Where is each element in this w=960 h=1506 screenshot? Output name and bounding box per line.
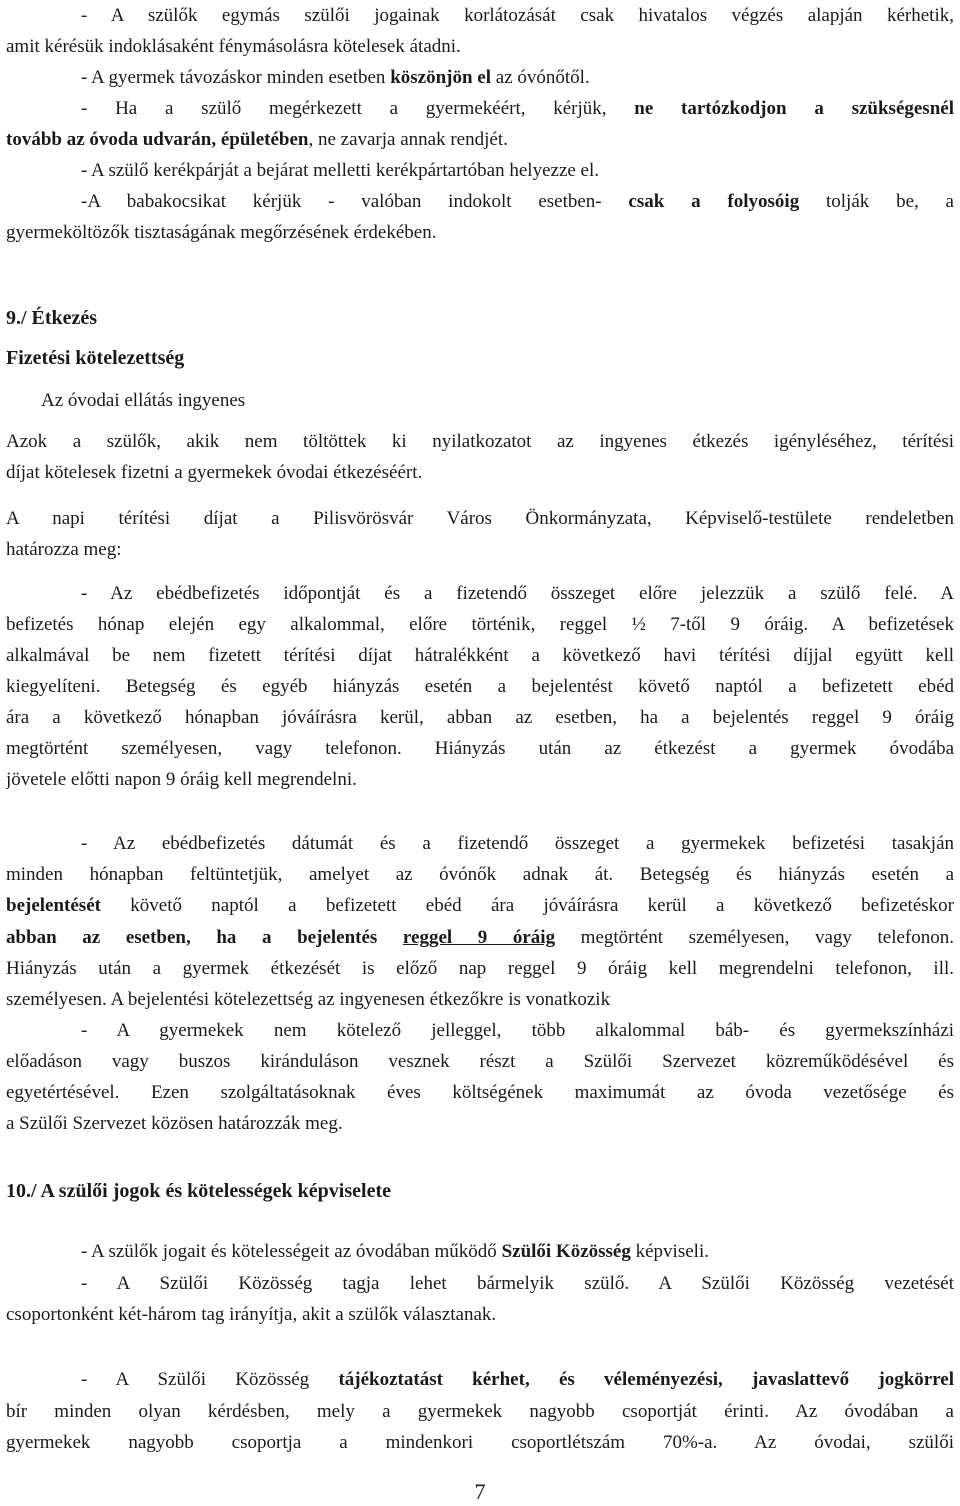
text: Az óvodai ellátás ingyenes bbox=[41, 390, 246, 411]
text-line bbox=[6, 859, 954, 890]
text: - Az ebédbefizetés dátumát és a fizetendő összeget a gyermekek befizetési tasakján bbox=[81, 833, 954, 854]
page-number: 7 bbox=[474, 1479, 486, 1504]
heading-text: 9./ Étkezés bbox=[6, 307, 98, 329]
text: - Ha a szülő megérkezett a gyermekéért, kérjük, bbox=[81, 98, 635, 119]
text-line bbox=[81, 155, 954, 186]
bold-underlined-text: reggel 9 óráig bbox=[402, 927, 556, 948]
text: A napi térítési díjat a Pilisvörösvár Város Önkormányzata, Képviselő-testülete rendeletben bbox=[6, 508, 954, 529]
text-line bbox=[6, 922, 954, 953]
section-heading bbox=[6, 303, 954, 334]
subheading bbox=[6, 343, 954, 374]
heading-text: 10./ A szülői jogok és kötelességek képviselete bbox=[6, 1180, 391, 1202]
text-line bbox=[81, 0, 954, 31]
text: - A gyermek távozáskor minden esetben bbox=[81, 67, 391, 88]
text: határozza meg: bbox=[6, 539, 122, 560]
text: előadáson vagy buszos kiránduláson vesznek részt a Szülői Szervezet közreműködésével és bbox=[6, 1051, 954, 1072]
text: - Az ebédbefizetés időpontját és a fizetendő összeget előre jelezzük a szülő felé. A bbox=[81, 583, 954, 604]
text: - A Szülői Közösség bbox=[81, 1369, 339, 1390]
text: bír minden olyan kérdésben, mely a gyermekek nagyobb csoportját érinti. Az óvodában a bbox=[6, 1401, 954, 1422]
text: gyermekek nagyobb csoportja a mindenkori csoportlétszám 70%-a. Az óvodai, szülői bbox=[6, 1432, 954, 1453]
text-line bbox=[6, 671, 954, 702]
text: egyetértésével. Ezen szolgáltatásoknak éves költségének maximumát az óvoda vezetősége és bbox=[6, 1082, 954, 1103]
text: - A szülők jogait és kötelességeit az óvodában működő bbox=[81, 1241, 502, 1262]
text: az óvónőtől. bbox=[491, 67, 590, 88]
subheading-text: Fizetési kötelezettség bbox=[6, 347, 185, 369]
bold-text: abban az esetben, ha a bejelentés bbox=[6, 927, 403, 948]
text: kiegyelíteni. Betegség és egyéb hiányzás esetén a bejelentést követő naptól a befizetett ebéd bbox=[6, 676, 954, 697]
text-line bbox=[81, 186, 954, 217]
text-line bbox=[6, 764, 954, 795]
bold-text: tájékoztatást kérhet, és véleményezési, javaslattevő jogkörrel bbox=[338, 1369, 954, 1390]
text-line bbox=[81, 1268, 954, 1299]
text: megtörtént személyesen, vagy telefonon. bbox=[555, 927, 954, 948]
text-line bbox=[81, 578, 954, 609]
text: csoportonként két-három tag irányítja, akit a szülők választanak. bbox=[6, 1304, 497, 1325]
text-line bbox=[6, 1046, 954, 1077]
text-line bbox=[81, 828, 954, 859]
text-line bbox=[6, 609, 954, 640]
bold-text: ne tartózkodjon a szükségesnél bbox=[634, 98, 954, 119]
text: - A Szülői Közösség tagja lehet bármelyik szülő. A Szülői Közösség vezetését bbox=[81, 1273, 954, 1294]
text: személyesen. A bejelentési kötelezettség az ingyenesen étkezőkre is vonatkozik bbox=[6, 989, 611, 1010]
text-line bbox=[81, 1015, 954, 1046]
text-line bbox=[81, 93, 954, 124]
bold-text: bejelentését bbox=[6, 895, 101, 916]
text-line bbox=[6, 1108, 954, 1139]
text-line bbox=[6, 31, 954, 62]
text: minden hónapban feltüntetjük, amelyet az óvónők adnak át. Betegség és hiányzás esetén a bbox=[6, 864, 954, 885]
text: -A babakocsikat kérjük - valóban indokolt esetben- bbox=[81, 191, 629, 212]
text-line bbox=[6, 702, 954, 733]
text-line bbox=[81, 1236, 954, 1267]
text-line bbox=[6, 426, 954, 457]
bold-text: Szülői Közösség bbox=[501, 1241, 631, 1262]
bold-text: csak a folyosóig bbox=[628, 191, 800, 212]
bold-text: köszönjön el bbox=[390, 67, 492, 88]
text: a Szülői Szervezet közösen határozzák meg. bbox=[6, 1113, 343, 1134]
text-line bbox=[6, 890, 954, 921]
text-line bbox=[41, 385, 954, 416]
text: , ne zavarja annak rendjét. bbox=[308, 129, 508, 150]
bold-text: tovább az óvoda udvarán, épületében bbox=[6, 129, 309, 150]
text-line bbox=[6, 217, 954, 248]
text: tolják be, a bbox=[799, 191, 954, 212]
text: megtörtént személyesen, vagy telefonon. Hiányzás után az étkezést a gyermek óvodába bbox=[6, 738, 954, 759]
text: ára a következő hónapban jóváírásra kerül, abban az esetben, ha a bejelentés reggel 9 óráig bbox=[6, 707, 954, 728]
text: alkalmával be nem fizetett térítési díjat hátralékként a következő havi térítési díjjal együtt kell bbox=[6, 645, 954, 666]
text: képviseli. bbox=[630, 1241, 709, 1262]
text: - A gyermekek nem kötelező jelleggel, több alkalommal báb- és gyermekszínházi bbox=[81, 1020, 954, 1041]
text: amit kérésük indoklásaként fénymásolásra kötelesek átadni. bbox=[6, 36, 461, 57]
text-line bbox=[6, 1427, 954, 1458]
text: gyermeköltözők tisztaságának megőrzésének érdekében. bbox=[6, 222, 437, 243]
text-line bbox=[6, 1299, 954, 1330]
text-line bbox=[81, 1364, 954, 1395]
text-line bbox=[6, 534, 954, 565]
text: Azok a szülők, akik nem töltöttek ki nyilatkozatot az ingyenes étkezés igényléséhez, térítési bbox=[6, 431, 954, 452]
text-line bbox=[6, 1396, 954, 1427]
text: követő naptól a befizetett ebéd ára jóváírásra kerül a következő befizetéskor bbox=[100, 895, 954, 916]
text-line bbox=[6, 457, 954, 488]
text: - A szülők egymás szülői jogainak korlátozását csak hivatalos végzés alapján kérhetik, bbox=[81, 5, 954, 26]
text: - A szülő kerékpárját a bejárat melletti kerékpártartóban helyezze el. bbox=[81, 160, 600, 181]
text: díjat kötelesek fizetni a gyermekek óvodai étkezéséért. bbox=[6, 462, 423, 483]
text: jövetele előtti napon 9 óráig kell megrendelni. bbox=[6, 769, 357, 790]
text-line bbox=[6, 124, 954, 155]
section-heading bbox=[6, 1176, 954, 1207]
text-line bbox=[6, 733, 954, 764]
text: befizetés hónap elején egy alkalommal, előre történik, reggel ½ 7-től 9 óráig. A befizetések bbox=[6, 614, 954, 635]
text-line bbox=[6, 1077, 954, 1108]
text-line bbox=[6, 640, 954, 671]
text-line bbox=[81, 62, 954, 93]
text-line bbox=[6, 984, 954, 1015]
text: Hiányzás után a gyermek étkezését is előző nap reggel 9 óráig kell megrendelni telefonon, ill. bbox=[6, 958, 954, 979]
text-line bbox=[6, 953, 954, 984]
text-line bbox=[6, 503, 954, 534]
